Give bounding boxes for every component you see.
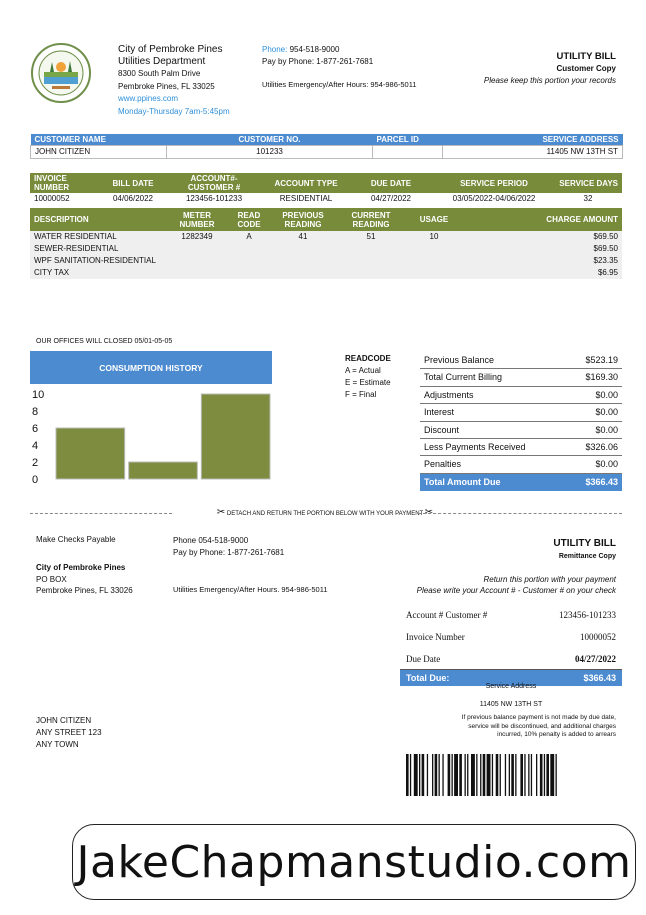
col-customer-name: CUSTOMER NAME — [31, 134, 167, 146]
return-note: Return this portion with your payment — [483, 575, 616, 584]
barcode-bar — [476, 754, 477, 796]
summary-label: Penalties — [424, 459, 462, 470]
cell-account-customer: 123456-101233 — [185, 194, 243, 203]
late-note-line3: incurred, 10% penalty is added to arrears — [497, 731, 616, 738]
remit-total-label: Total Due: — [406, 673, 450, 683]
remit-value: 10000052 — [580, 632, 616, 642]
table-row — [30, 231, 622, 243]
summary-label: Adjustments — [424, 389, 474, 400]
barcode-bar — [480, 754, 481, 796]
barcode-bar — [546, 754, 549, 796]
col-account-type: ACCOUNT TYPE — [264, 173, 348, 193]
remit-emergency: Utilities Emergency/After Hours. 954-986-5011 — [173, 585, 328, 594]
barcode-bar — [487, 754, 491, 796]
payee-name: City of Pembroke Pines — [36, 563, 126, 572]
barcode-bar — [465, 754, 466, 796]
col-parcel-id: PARCEL ID — [373, 134, 443, 146]
cell-customer-no: 101233 — [167, 146, 373, 159]
payee-city: Pembroke Pines, FL 33026 — [36, 586, 133, 595]
consumption-history-chart — [30, 351, 272, 485]
cell-usage: 10 — [406, 231, 462, 243]
barcode-bar — [496, 754, 499, 796]
cell-charge-amount: $69.50 — [462, 243, 622, 255]
late-note-line1: If previous balance payment is not made by due date, — [461, 714, 616, 721]
col-description: DESCRIPTION — [30, 208, 166, 231]
cell-meter-number: 1282349 — [166, 231, 228, 243]
summary-value: $0.00 — [595, 459, 618, 470]
org-address-line1: 8300 South Palm Drive — [118, 69, 201, 78]
summary-row-discount — [420, 422, 622, 439]
cell-charge-amount: $6.95 — [462, 267, 622, 279]
summary-row-payments-received — [420, 439, 622, 456]
remit-value: 123456-101233 — [559, 610, 616, 620]
service-address-value: 11405 NW 13TH ST — [479, 701, 543, 708]
detach-text: DETACH AND RETURN THE PORTION BELOW WITH YOUR PAYMENT — [226, 511, 424, 517]
mail-to-street: ANY STREET 123 — [36, 728, 102, 737]
col-due-date: DUE DATE — [348, 173, 434, 193]
remit-phone: Phone 054-518-9000 — [173, 536, 249, 545]
summary-value: $0.00 — [595, 389, 618, 400]
scissors-icon: ✂ — [424, 507, 434, 518]
remit-row-invoice — [400, 626, 622, 648]
col-service-period: SERVICE PERIOD — [434, 173, 554, 193]
summary-row-total-amount-due — [420, 474, 622, 491]
col-account-customer: ACCOUNT#- CUSTOMER # — [164, 173, 264, 193]
barcode-bar — [520, 754, 523, 796]
remit-row-due-date — [400, 648, 622, 670]
summary-label: Interest — [424, 407, 455, 418]
col-bill-date: BILL DATE — [102, 173, 164, 193]
barcode-bar — [500, 754, 501, 796]
summary-label: Discount — [424, 424, 460, 435]
barcode-bar — [410, 754, 411, 796]
barcode-bar — [439, 754, 440, 796]
summary-row-penalties — [420, 456, 622, 473]
consumption-bar — [129, 462, 198, 479]
col-charge-amount: CHARGE AMOUNT — [462, 208, 622, 231]
y-tick-label: 2 — [32, 457, 39, 469]
remit-copy-label: Remittance Copy — [558, 553, 616, 560]
summary-row-previous-balance — [420, 352, 622, 369]
charges-table — [30, 208, 622, 279]
cell-invoice-number: 10000052 — [34, 194, 70, 203]
org-website-link[interactable]: www.ppines.com — [118, 94, 179, 103]
barcode-bar — [471, 754, 475, 796]
mail-to-name: JOHN CITIZEN — [36, 716, 92, 725]
barcode-bar — [414, 754, 418, 796]
cell-due-date: 04/27/2022 — [370, 194, 412, 203]
readcode-title: READCODE — [345, 354, 391, 363]
summary-label: Less Payments Received — [424, 441, 526, 452]
table-row — [30, 267, 622, 279]
barcode-bar — [544, 754, 545, 796]
consumption-bar — [201, 394, 270, 479]
y-tick-label: 4 — [32, 440, 39, 452]
summary-value: $523.19 — [585, 355, 618, 365]
late-note-line2: service will be discontinued, and additional charges — [468, 722, 616, 730]
summary-value: $326.06 — [585, 441, 618, 452]
barcode-bar — [511, 754, 514, 796]
pay-by-phone: Pay by Phone: 1-877-261-7681 — [262, 57, 374, 66]
cell-charge-amount: $23.35 — [462, 255, 622, 267]
barcode-bar — [540, 754, 543, 796]
col-current-reading: CURRENT READING — [336, 208, 406, 231]
watermark-banner: JakeChapmanstudio.com — [72, 824, 636, 900]
cell-bill-date: 04/06/2022 — [112, 194, 154, 203]
table-row — [30, 255, 622, 267]
balance-summary — [420, 352, 622, 491]
chart-title: CONSUMPTION HISTORY — [99, 363, 203, 373]
cell-description: WATER RESIDENTIAL — [30, 231, 166, 243]
org-department: Utilities Department — [118, 55, 206, 67]
cell-service-period: 03/05/2022-04/06/2022 — [452, 194, 536, 203]
barcode-bar — [467, 754, 468, 796]
summary-row-total-current-billing — [420, 369, 622, 386]
readcode-actual: A = Actual — [345, 366, 381, 375]
remit-bill-title: UTILITY BILL — [553, 538, 616, 549]
org-address-line2: Pembroke Pines, FL 33025 — [118, 81, 215, 91]
cell-current-reading: 51 — [336, 231, 406, 243]
col-meter-number: METER NUMBER — [166, 208, 228, 231]
y-tick-label: 8 — [32, 406, 39, 418]
payee-po-box: PO BOX — [36, 574, 67, 584]
write-account-note: Please write your Account # - Customer # on your check — [416, 586, 616, 595]
summary-label: Previous Balance — [424, 355, 495, 365]
cell-account-type: RESIDENTIAL — [279, 194, 333, 203]
summary-value: $169.30 — [585, 372, 618, 383]
y-tick-label: 10 — [32, 389, 45, 401]
summary-total-value: $366.43 — [585, 476, 618, 487]
org-hours: Monday-Thursday 7am-5:45pm — [118, 106, 230, 116]
barcode-bar — [442, 754, 443, 796]
bill-title: UTILITY BILL — [556, 51, 616, 62]
barcode-bar — [435, 754, 438, 796]
remit-pay-by-phone: Pay by Phone: 1-877-261-7681 — [173, 548, 285, 557]
col-invoice-number: INVOICE NUMBER — [30, 173, 102, 193]
col-read-code: READ CODE — [228, 208, 270, 231]
barcode-bar — [492, 754, 493, 796]
copy-label: Customer Copy — [556, 64, 616, 73]
cell-description: CITY TAX — [30, 267, 166, 279]
remit-total-value: $366.43 — [583, 673, 616, 683]
cell-description: WPF SANITATION-RESIDENTIAL — [30, 255, 166, 267]
readcode-estimate: E = Estimate — [345, 378, 391, 387]
cell-description: SEWER-RESIDENTIAL — [30, 243, 166, 255]
col-previous-reading: PREVIOUS READING — [270, 208, 336, 231]
detach-dash-left — [30, 513, 172, 514]
barcode-bar — [556, 754, 557, 796]
invoice-table — [30, 173, 622, 205]
barcode-bar — [524, 754, 525, 796]
service-address-label: Service Address — [485, 683, 537, 690]
city-seal-logo — [30, 42, 92, 104]
barcode-bar — [550, 754, 554, 796]
cell-charge-amount: $69.50 — [462, 231, 622, 243]
barcode-bar — [422, 754, 425, 796]
phone-number: 954-518-9000 — [289, 45, 340, 54]
summary-total-label: Total Amount Due — [424, 476, 501, 487]
summary-row-interest — [420, 404, 622, 421]
table-row — [30, 243, 622, 255]
summary-value: $0.00 — [595, 407, 618, 418]
barcode-bar — [515, 754, 516, 796]
detach-dash-right — [418, 513, 622, 514]
remit-row-account — [400, 604, 622, 626]
barcode-bar — [454, 754, 458, 796]
org-name: City of Pembroke Pines — [118, 44, 223, 55]
barcode-bar — [536, 754, 537, 796]
barcode-bar — [528, 754, 529, 796]
col-service-days: SERVICE DAYS — [554, 173, 622, 193]
make-checks-payable: Make Checks Payable — [36, 535, 116, 544]
col-usage: USAGE — [406, 208, 462, 231]
barcode-bar — [448, 754, 451, 796]
col-service-address: SERVICE ADDRESS — [443, 134, 623, 146]
remittance-details — [400, 604, 622, 686]
readcode-final: F = Final — [345, 390, 377, 399]
summary-label: Total Current Billing — [424, 372, 503, 383]
cell-service-days: 32 — [583, 194, 593, 203]
summary-row-adjustments — [420, 387, 622, 404]
emergency-line: Utilities Emergency/After Hours: 954-986-5011 — [262, 80, 417, 89]
barcode-bar — [459, 754, 462, 796]
barcode-bar — [406, 754, 409, 796]
cell-previous-reading: 41 — [270, 231, 336, 243]
mail-to-town: ANY TOWN — [36, 740, 79, 749]
barcode-bar — [419, 754, 420, 796]
barcode-bar — [452, 754, 453, 796]
detach-line — [30, 506, 622, 520]
scissors-icon: ✂ — [216, 507, 226, 518]
cell-read-code: A — [228, 231, 270, 243]
summary-value: $0.00 — [595, 424, 618, 435]
remit-value: 04/27/2022 — [574, 654, 616, 664]
customer-table — [30, 134, 623, 159]
barcode-bar — [509, 754, 510, 796]
cell-service-address: 11405 NW 13TH ST — [443, 146, 623, 159]
office-notice: OUR OFFICES WILL CLOSED 05/01-05-05 — [36, 338, 173, 345]
barcode-bar — [427, 754, 428, 796]
remit-label: Invoice Number — [406, 632, 465, 642]
y-tick-label: 0 — [32, 474, 39, 485]
barcode-bar — [432, 754, 433, 796]
remit-label: Due Date — [406, 654, 441, 664]
cell-parcel-id — [373, 146, 443, 159]
col-customer-no: CUSTOMER NO. — [167, 134, 373, 146]
keep-note: Please keep this portion your records — [483, 76, 616, 85]
phone-label: Phone: — [262, 45, 288, 54]
barcode-bar — [505, 754, 506, 796]
cell-customer-name: JOHN CITIZEN — [31, 146, 167, 159]
barcode — [406, 754, 618, 796]
y-tick-label: 6 — [32, 423, 39, 435]
barcode-bar — [483, 754, 486, 796]
remit-label: Account # Customer # — [406, 610, 488, 620]
consumption-bar — [56, 428, 125, 479]
barcode-bar — [531, 754, 532, 796]
